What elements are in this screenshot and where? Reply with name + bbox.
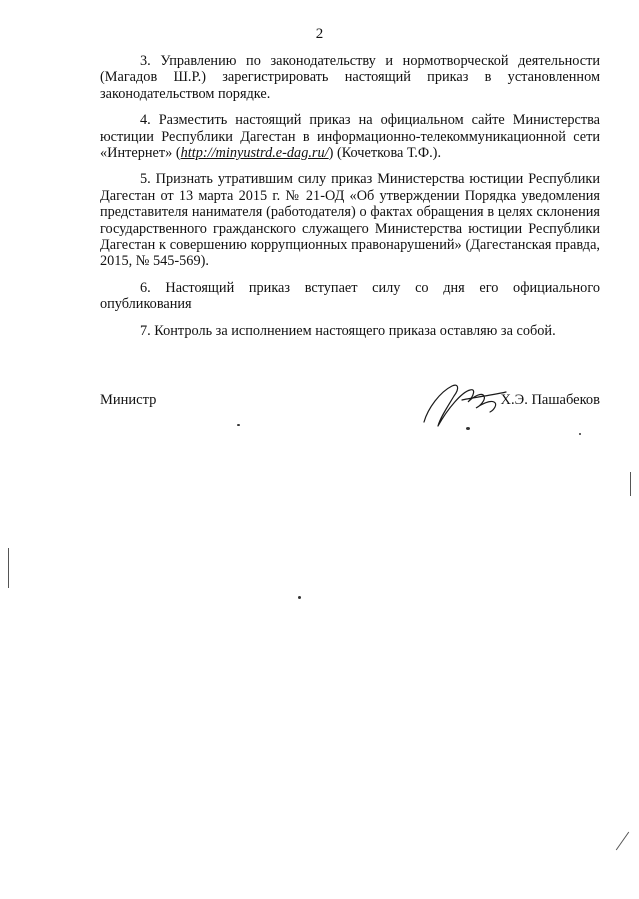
paragraph-3: 3. Управлению по законодательству и нормотворческой деятельности (Магадов Ш.Р.) зарегистрировать настоящий приказ в установленном законодательством порядке.: [100, 53, 600, 102]
scan-speck: [466, 427, 470, 430]
scan-edge-line: [8, 548, 9, 588]
signatory-title: Министр: [100, 392, 157, 408]
signature-block: [100, 392, 600, 432]
scan-edge-line: [616, 832, 629, 851]
document-body: [100, 53, 600, 339]
scan-speck: [298, 596, 301, 599]
ministry-website-link[interactable]: http://minyustrd.e-dag.ru/: [180, 145, 329, 162]
paragraph-4: [100, 112, 600, 161]
scan-edge-line: [630, 472, 631, 496]
signatory-name: Х.Э. Пашабеков: [500, 392, 600, 408]
scan-speck: [237, 424, 240, 426]
paragraph-4-text-after: ) (Кочеткова Т.Ф.).: [328, 145, 442, 162]
paragraph-5: 5. Признать утратившим силу приказ Министерства юстиции Республики Дагестан от 13 марта 2015 г. № 21-ОД «Об утверждении Порядка уведомления представителя нанимателя (работодателя) о фактах обращения в целях склонения государственного гражданского служащего Министерства юстиции Республики Дагестан к совершению коррупционных правонарушений» (Дагестанская правда, 2015, № 545-569).: [100, 171, 600, 270]
paragraph-4-text-before: 4. Разместить настоящий приказ на официальном сайте Министерства юстиции Республики Дагестан в информационно-телекоммуникационной сети «Интернет» (: [100, 112, 600, 162]
scan-speck: [579, 433, 581, 435]
paragraph-6: 6. Настоящий приказ вступает силу со дня его официального опубликования: [100, 279, 600, 313]
page-number: 2: [315, 26, 324, 42]
paragraph-7: 7. Контроль за исполнением настоящего приказа оставляю за собой.: [140, 322, 556, 339]
